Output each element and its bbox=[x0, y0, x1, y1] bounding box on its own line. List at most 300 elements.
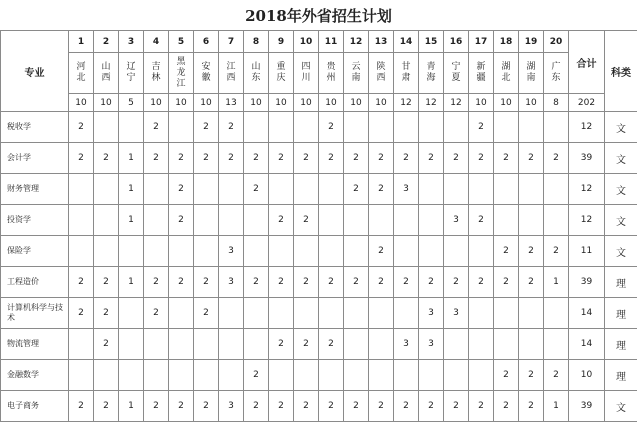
quota-cell bbox=[194, 236, 219, 267]
row-type: 文 bbox=[605, 174, 637, 205]
quota-cell: 2 bbox=[394, 143, 419, 174]
quota-cell: 2 bbox=[344, 174, 369, 205]
quota-cell bbox=[369, 360, 394, 391]
province-quota: 13 bbox=[219, 94, 244, 112]
quota-cell: 2 bbox=[344, 391, 369, 422]
province-number: 4 bbox=[144, 31, 169, 53]
province-name: 湖 北 bbox=[494, 53, 519, 94]
province-number: 19 bbox=[519, 31, 544, 53]
quota-cell: 1 bbox=[119, 205, 144, 236]
quota-cell bbox=[394, 112, 419, 143]
quota-cell: 3 bbox=[394, 329, 419, 360]
province-name: 辽 宁 bbox=[119, 53, 144, 94]
quota-cell bbox=[119, 329, 144, 360]
province-number: 13 bbox=[369, 31, 394, 53]
province-number: 8 bbox=[244, 31, 269, 53]
province-quota: 10 bbox=[244, 94, 269, 112]
quota-cell: 2 bbox=[469, 112, 494, 143]
quota-cell: 2 bbox=[169, 267, 194, 298]
quota-cell bbox=[144, 205, 169, 236]
province-quota: 12 bbox=[419, 94, 444, 112]
quota-cell bbox=[369, 112, 394, 143]
quota-cell bbox=[469, 360, 494, 391]
row-total: 12 bbox=[569, 205, 605, 236]
province-name: 青 海 bbox=[419, 53, 444, 94]
quota-cell: 2 bbox=[294, 205, 319, 236]
quota-cell: 2 bbox=[369, 174, 394, 205]
quota-cell: 2 bbox=[269, 391, 294, 422]
province-number: 14 bbox=[394, 31, 419, 53]
quota-cell bbox=[169, 298, 194, 329]
major-name: 会计学 bbox=[1, 143, 69, 174]
quota-cell bbox=[369, 298, 394, 329]
quota-cell bbox=[169, 112, 194, 143]
table-row bbox=[1, 205, 637, 236]
quota-cell bbox=[519, 205, 544, 236]
quota-cell: 2 bbox=[369, 143, 394, 174]
province-quota: 10 bbox=[469, 94, 494, 112]
quota-cell bbox=[469, 329, 494, 360]
quota-cell: 1 bbox=[544, 267, 569, 298]
major-name: 税收学 bbox=[1, 112, 69, 143]
province-number: 2 bbox=[94, 31, 119, 53]
province-quota: 10 bbox=[94, 94, 119, 112]
province-number: 12 bbox=[344, 31, 369, 53]
quota-cell: 2 bbox=[169, 143, 194, 174]
province-name: 重 庆 bbox=[269, 53, 294, 94]
quota-cell bbox=[344, 112, 369, 143]
quota-cell bbox=[519, 174, 544, 205]
quota-cell: 2 bbox=[544, 236, 569, 267]
quota-cell bbox=[344, 329, 369, 360]
quota-cell bbox=[144, 236, 169, 267]
row-type: 理 bbox=[605, 298, 637, 329]
quota-cell bbox=[269, 112, 294, 143]
major-name: 物流管理 bbox=[1, 329, 69, 360]
row-type: 文 bbox=[605, 112, 637, 143]
province-name: 陕 西 bbox=[369, 53, 394, 94]
province-name: 江 西 bbox=[219, 53, 244, 94]
quota-cell: 2 bbox=[244, 143, 269, 174]
quota-cell bbox=[294, 236, 319, 267]
province-quota: 10 bbox=[369, 94, 394, 112]
table-row bbox=[1, 174, 637, 205]
quota-cell bbox=[94, 205, 119, 236]
quota-cell: 1 bbox=[119, 391, 144, 422]
province-name: 贵 州 bbox=[319, 53, 344, 94]
quota-cell bbox=[119, 236, 144, 267]
quota-cell bbox=[119, 112, 144, 143]
quota-cell: 2 bbox=[269, 205, 294, 236]
quota-cell: 2 bbox=[144, 298, 169, 329]
quota-cell bbox=[294, 360, 319, 391]
quota-cell: 2 bbox=[94, 391, 119, 422]
quota-cell bbox=[419, 112, 444, 143]
quota-cell bbox=[69, 360, 94, 391]
province-quota: 10 bbox=[69, 94, 94, 112]
quota-cell: 2 bbox=[519, 391, 544, 422]
quota-cell: 2 bbox=[94, 298, 119, 329]
quota-cell: 2 bbox=[494, 236, 519, 267]
province-quota: 10 bbox=[194, 94, 219, 112]
quota-cell bbox=[94, 360, 119, 391]
quota-cell bbox=[69, 329, 94, 360]
quota-cell: 2 bbox=[69, 112, 94, 143]
quota-cell: 3 bbox=[444, 298, 469, 329]
quota-cell bbox=[494, 205, 519, 236]
row-type: 文 bbox=[605, 143, 637, 174]
quota-cell bbox=[94, 112, 119, 143]
quota-cell bbox=[419, 236, 444, 267]
quota-cell: 2 bbox=[94, 267, 119, 298]
quota-cell bbox=[69, 174, 94, 205]
quota-cell: 3 bbox=[419, 298, 444, 329]
quota-cell bbox=[219, 205, 244, 236]
quota-cell: 3 bbox=[219, 391, 244, 422]
quota-cell bbox=[244, 205, 269, 236]
quota-cell bbox=[319, 360, 344, 391]
quota-cell bbox=[444, 112, 469, 143]
province-name: 湖 南 bbox=[519, 53, 544, 94]
province-quota: 10 bbox=[269, 94, 294, 112]
province-quota: 12 bbox=[394, 94, 419, 112]
quota-cell bbox=[344, 205, 369, 236]
quota-cell: 2 bbox=[369, 236, 394, 267]
quota-cell bbox=[469, 236, 494, 267]
province-number: 5 bbox=[169, 31, 194, 53]
quota-cell bbox=[544, 205, 569, 236]
quota-cell bbox=[94, 174, 119, 205]
quota-cell: 2 bbox=[144, 143, 169, 174]
quota-cell: 2 bbox=[469, 267, 494, 298]
row-total: 12 bbox=[569, 112, 605, 143]
enrollment-plan-table bbox=[0, 30, 637, 422]
type-header: 科类 bbox=[605, 31, 637, 112]
table-row bbox=[1, 298, 637, 329]
table-row bbox=[1, 360, 637, 391]
province-quota: 10 bbox=[344, 94, 369, 112]
quota-cell bbox=[419, 360, 444, 391]
header-number-row bbox=[1, 31, 637, 53]
quota-cell bbox=[544, 112, 569, 143]
quota-cell: 2 bbox=[144, 112, 169, 143]
quota-cell: 2 bbox=[444, 267, 469, 298]
quota-cell bbox=[269, 174, 294, 205]
quota-cell: 2 bbox=[194, 298, 219, 329]
quota-cell: 1 bbox=[119, 143, 144, 174]
province-quota: 10 bbox=[494, 94, 519, 112]
quota-cell bbox=[319, 205, 344, 236]
quota-cell: 2 bbox=[169, 205, 194, 236]
row-total: 10 bbox=[569, 360, 605, 391]
quota-cell: 1 bbox=[119, 174, 144, 205]
province-name: 山 东 bbox=[244, 53, 269, 94]
quota-cell bbox=[319, 298, 344, 329]
quota-cell bbox=[269, 236, 294, 267]
quota-cell bbox=[244, 298, 269, 329]
quota-cell: 2 bbox=[169, 391, 194, 422]
quota-cell bbox=[344, 360, 369, 391]
quota-cell: 2 bbox=[194, 112, 219, 143]
quota-cell: 2 bbox=[519, 236, 544, 267]
quota-cell bbox=[444, 360, 469, 391]
quota-cell: 2 bbox=[69, 143, 94, 174]
table-row bbox=[1, 329, 637, 360]
quota-cell bbox=[169, 236, 194, 267]
province-quota: 10 bbox=[319, 94, 344, 112]
quota-cell: 2 bbox=[344, 143, 369, 174]
quota-cell bbox=[194, 205, 219, 236]
row-total: 39 bbox=[569, 391, 605, 422]
table-row bbox=[1, 236, 637, 267]
province-number: 20 bbox=[544, 31, 569, 53]
quota-cell: 3 bbox=[419, 329, 444, 360]
row-type: 理 bbox=[605, 360, 637, 391]
province-number: 15 bbox=[419, 31, 444, 53]
province-quota: 8 bbox=[544, 94, 569, 112]
quota-cell: 2 bbox=[344, 267, 369, 298]
quota-cell bbox=[394, 298, 419, 329]
quota-cell bbox=[294, 112, 319, 143]
table-row bbox=[1, 267, 637, 298]
quota-cell bbox=[219, 360, 244, 391]
quota-cell bbox=[144, 329, 169, 360]
quota-cell bbox=[219, 174, 244, 205]
province-number: 7 bbox=[219, 31, 244, 53]
quota-cell: 2 bbox=[394, 391, 419, 422]
quota-cell bbox=[194, 329, 219, 360]
quota-cell bbox=[244, 236, 269, 267]
major-header: 专业 bbox=[1, 31, 69, 112]
row-total: 11 bbox=[569, 236, 605, 267]
quota-cell: 2 bbox=[144, 391, 169, 422]
quota-cell: 2 bbox=[294, 329, 319, 360]
quota-cell bbox=[319, 236, 344, 267]
quota-cell: 3 bbox=[394, 174, 419, 205]
quota-cell bbox=[519, 329, 544, 360]
quota-cell: 2 bbox=[244, 174, 269, 205]
major-name: 计算机科学与技术 bbox=[1, 298, 69, 329]
quota-cell bbox=[69, 236, 94, 267]
row-type: 文 bbox=[605, 236, 637, 267]
province-name: 宁 夏 bbox=[444, 53, 469, 94]
province-number: 18 bbox=[494, 31, 519, 53]
total-header: 合计 bbox=[569, 31, 605, 94]
quota-cell bbox=[519, 112, 544, 143]
province-quota: 10 bbox=[144, 94, 169, 112]
quota-cell bbox=[69, 205, 94, 236]
province-quota: 12 bbox=[444, 94, 469, 112]
quota-cell bbox=[244, 112, 269, 143]
quota-cell bbox=[219, 298, 244, 329]
quota-cell bbox=[544, 329, 569, 360]
quota-cell: 2 bbox=[469, 143, 494, 174]
quota-cell bbox=[544, 174, 569, 205]
quota-cell bbox=[94, 236, 119, 267]
quota-cell: 3 bbox=[219, 267, 244, 298]
quota-cell bbox=[544, 298, 569, 329]
quota-cell: 2 bbox=[69, 298, 94, 329]
quota-cell: 2 bbox=[294, 267, 319, 298]
quota-cell: 2 bbox=[494, 391, 519, 422]
quota-cell bbox=[419, 174, 444, 205]
table-row bbox=[1, 112, 637, 143]
quota-cell: 2 bbox=[319, 329, 344, 360]
quota-cell bbox=[194, 174, 219, 205]
quota-cell: 2 bbox=[269, 143, 294, 174]
quota-cell bbox=[144, 360, 169, 391]
header-province-row bbox=[1, 53, 637, 94]
page-title: 2018年外省招生计划 bbox=[245, 7, 392, 25]
quota-cell: 2 bbox=[544, 360, 569, 391]
quota-cell: 2 bbox=[319, 143, 344, 174]
table-row bbox=[1, 143, 637, 174]
major-name: 电子商务 bbox=[1, 391, 69, 422]
province-number: 6 bbox=[194, 31, 219, 53]
major-name: 投资学 bbox=[1, 205, 69, 236]
quota-cell: 2 bbox=[219, 112, 244, 143]
province-name: 山 西 bbox=[94, 53, 119, 94]
province-number: 3 bbox=[119, 31, 144, 53]
row-total: 14 bbox=[569, 298, 605, 329]
quota-cell: 2 bbox=[394, 267, 419, 298]
quota-cell: 2 bbox=[269, 267, 294, 298]
quota-cell: 2 bbox=[69, 391, 94, 422]
quota-cell: 2 bbox=[444, 143, 469, 174]
quota-cell bbox=[469, 298, 494, 329]
quota-cell: 2 bbox=[494, 360, 519, 391]
quota-cell bbox=[144, 174, 169, 205]
total-quota: 202 bbox=[569, 94, 605, 112]
quota-cell: 2 bbox=[469, 391, 494, 422]
quota-cell: 2 bbox=[494, 143, 519, 174]
quota-cell bbox=[494, 329, 519, 360]
province-name: 广 东 bbox=[544, 53, 569, 94]
row-total: 14 bbox=[569, 329, 605, 360]
province-quota: 10 bbox=[294, 94, 319, 112]
quota-cell: 2 bbox=[419, 267, 444, 298]
quota-cell: 2 bbox=[194, 391, 219, 422]
quota-cell bbox=[444, 329, 469, 360]
province-number: 10 bbox=[294, 31, 319, 53]
quota-cell: 2 bbox=[69, 267, 94, 298]
quota-cell bbox=[519, 298, 544, 329]
row-total: 39 bbox=[569, 267, 605, 298]
quota-cell bbox=[344, 298, 369, 329]
quota-cell: 2 bbox=[369, 391, 394, 422]
province-quota: 10 bbox=[519, 94, 544, 112]
quota-cell: 2 bbox=[419, 391, 444, 422]
quota-cell: 2 bbox=[294, 143, 319, 174]
quota-cell: 3 bbox=[444, 205, 469, 236]
quota-cell: 2 bbox=[469, 205, 494, 236]
province-name: 甘 肃 bbox=[394, 53, 419, 94]
major-name: 工程造价 bbox=[1, 267, 69, 298]
quota-cell: 2 bbox=[244, 391, 269, 422]
quota-cell bbox=[344, 236, 369, 267]
province-name: 河 北 bbox=[69, 53, 94, 94]
quota-cell: 2 bbox=[94, 143, 119, 174]
quota-cell bbox=[369, 205, 394, 236]
quota-cell: 1 bbox=[544, 391, 569, 422]
province-name: 吉 林 bbox=[144, 53, 169, 94]
quota-cell bbox=[319, 174, 344, 205]
quota-cell: 2 bbox=[319, 112, 344, 143]
province-number: 16 bbox=[444, 31, 469, 53]
quota-cell bbox=[394, 360, 419, 391]
province-name: 黑 龙 江 bbox=[169, 53, 194, 94]
quota-cell: 2 bbox=[219, 143, 244, 174]
quota-cell: 2 bbox=[319, 267, 344, 298]
quota-cell bbox=[494, 174, 519, 205]
quota-cell bbox=[119, 298, 144, 329]
quota-cell: 2 bbox=[319, 391, 344, 422]
quota-cell: 2 bbox=[369, 267, 394, 298]
province-name: 云 南 bbox=[344, 53, 369, 94]
quota-cell bbox=[444, 174, 469, 205]
quota-cell bbox=[494, 298, 519, 329]
quota-cell: 2 bbox=[244, 360, 269, 391]
province-number: 11 bbox=[319, 31, 344, 53]
quota-cell: 2 bbox=[169, 174, 194, 205]
quota-cell: 1 bbox=[119, 267, 144, 298]
province-number: 1 bbox=[69, 31, 94, 53]
quota-cell bbox=[269, 298, 294, 329]
row-type: 文 bbox=[605, 205, 637, 236]
quota-cell: 2 bbox=[269, 329, 294, 360]
province-number: 17 bbox=[469, 31, 494, 53]
header-quota-row bbox=[1, 94, 637, 112]
quota-cell: 2 bbox=[194, 143, 219, 174]
row-total: 39 bbox=[569, 143, 605, 174]
row-type: 理 bbox=[605, 267, 637, 298]
quota-cell: 3 bbox=[219, 236, 244, 267]
quota-cell bbox=[444, 236, 469, 267]
province-number: 9 bbox=[269, 31, 294, 53]
quota-cell: 2 bbox=[519, 360, 544, 391]
quota-cell bbox=[469, 174, 494, 205]
row-type: 文 bbox=[605, 391, 637, 422]
province-quota: 5 bbox=[119, 94, 144, 112]
quota-cell bbox=[494, 112, 519, 143]
quota-cell bbox=[369, 329, 394, 360]
quota-cell bbox=[394, 236, 419, 267]
province-name: 安 徽 bbox=[194, 53, 219, 94]
quota-cell: 2 bbox=[244, 267, 269, 298]
quota-cell: 2 bbox=[519, 143, 544, 174]
quota-cell: 2 bbox=[144, 267, 169, 298]
quota-cell: 2 bbox=[294, 391, 319, 422]
province-name: 四 川 bbox=[294, 53, 319, 94]
quota-cell bbox=[169, 360, 194, 391]
quota-cell: 2 bbox=[94, 329, 119, 360]
quota-cell bbox=[269, 360, 294, 391]
quota-cell bbox=[419, 205, 444, 236]
major-name: 保险学 bbox=[1, 236, 69, 267]
row-total: 12 bbox=[569, 174, 605, 205]
province-quota: 10 bbox=[169, 94, 194, 112]
quota-cell: 2 bbox=[519, 267, 544, 298]
major-name: 金融数学 bbox=[1, 360, 69, 391]
major-name: 财务管理 bbox=[1, 174, 69, 205]
quota-cell: 2 bbox=[444, 391, 469, 422]
table-row bbox=[1, 391, 637, 422]
province-name: 新 疆 bbox=[469, 53, 494, 94]
quota-cell bbox=[294, 298, 319, 329]
quota-cell: 2 bbox=[419, 143, 444, 174]
quota-cell bbox=[219, 329, 244, 360]
quota-cell bbox=[194, 360, 219, 391]
